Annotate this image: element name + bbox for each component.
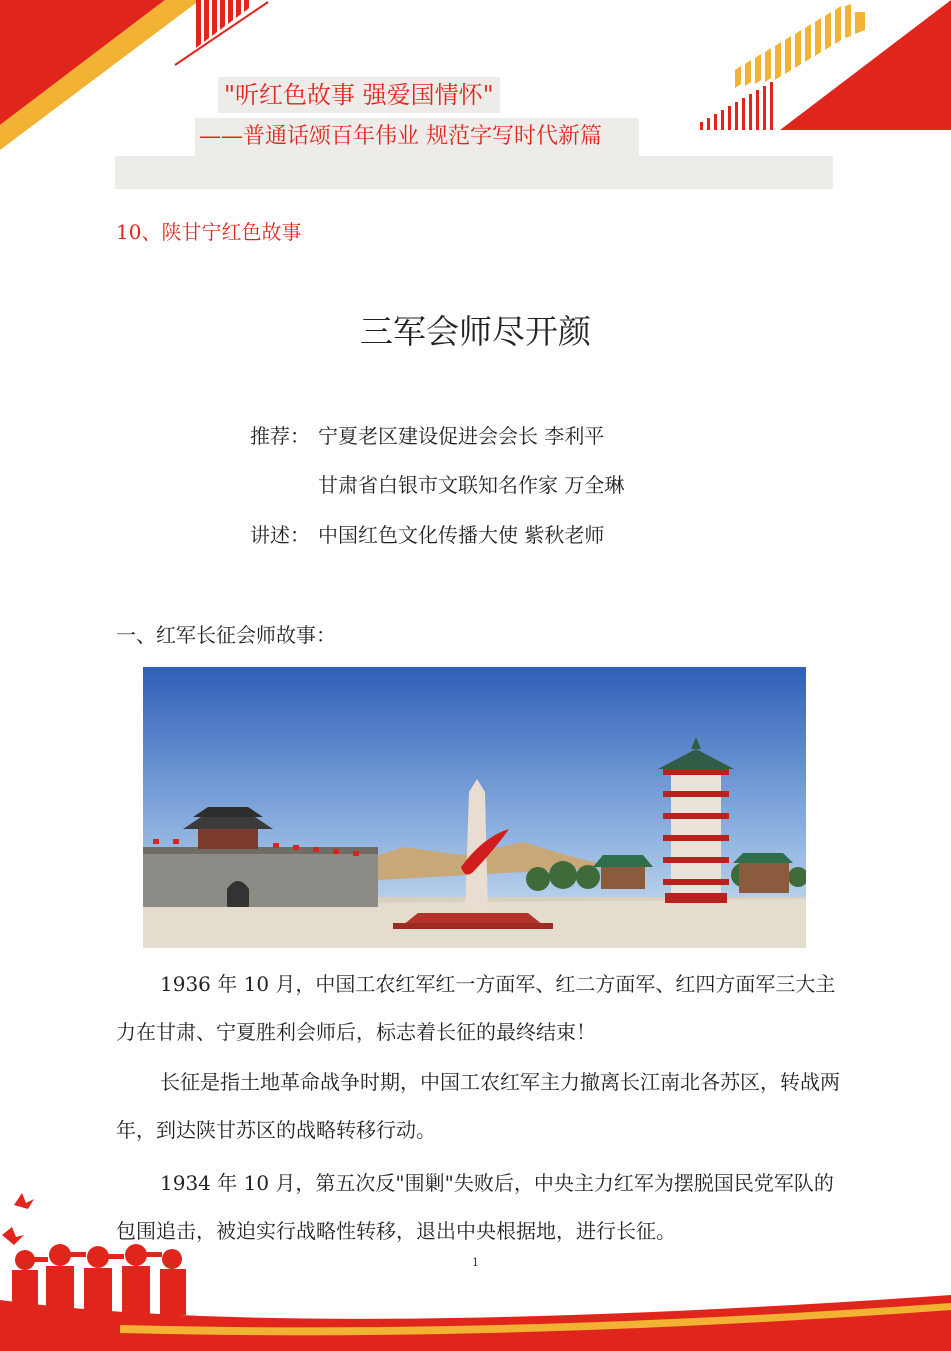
- banner-subtitle: ——普通话颂百年伟业 规范字写时代新篇: [195, 118, 639, 156]
- article-title: 三军会师尽开颜: [360, 312, 591, 351]
- banner-title: "听红色故事 强爱国情怀": [218, 77, 500, 113]
- credit-recommend-label: 推荐：: [250, 424, 310, 448]
- credit-narrator: 中国红色文化传播大使 紫秋老师: [318, 523, 605, 547]
- page-number: 1: [472, 1256, 479, 1269]
- paragraph-2: 长征是指土地革命战争时期，中国工农红军主力撤离长江南北各苏区，转战两年，到达陕甘苏区的战略转移行动。: [116, 1070, 840, 1142]
- credit-narrator-label: 讲述：: [250, 523, 310, 547]
- meeting-site-photo: [143, 667, 806, 948]
- banner-background: [115, 156, 833, 189]
- credit-recommend-1: 宁夏老区建设促进会会长 李利平: [318, 424, 605, 448]
- credit-recommend-2: 甘肃省白银市文联知名作家 万全琳: [318, 473, 625, 497]
- top-right-decoration: [680, 0, 951, 140]
- section-label: 10、陕甘宁红色故事: [116, 220, 302, 244]
- paragraph-1: 1936 年 10 月，中国工农红军红一方面军、红二方面军、红四方面军三大主力在甘肃、宁夏胜利会师后，标志着长征的最终结束！: [116, 972, 836, 1044]
- section-heading: 一、红军长征会师故事：: [116, 623, 336, 647]
- paragraph-3: 1934 年 10 月，第五次反"围剿"失败后，中央主力红军为摆脱国民党军队的包围追击，被迫实行战略性转移，退出中央根据地，进行长征。: [116, 1171, 834, 1243]
